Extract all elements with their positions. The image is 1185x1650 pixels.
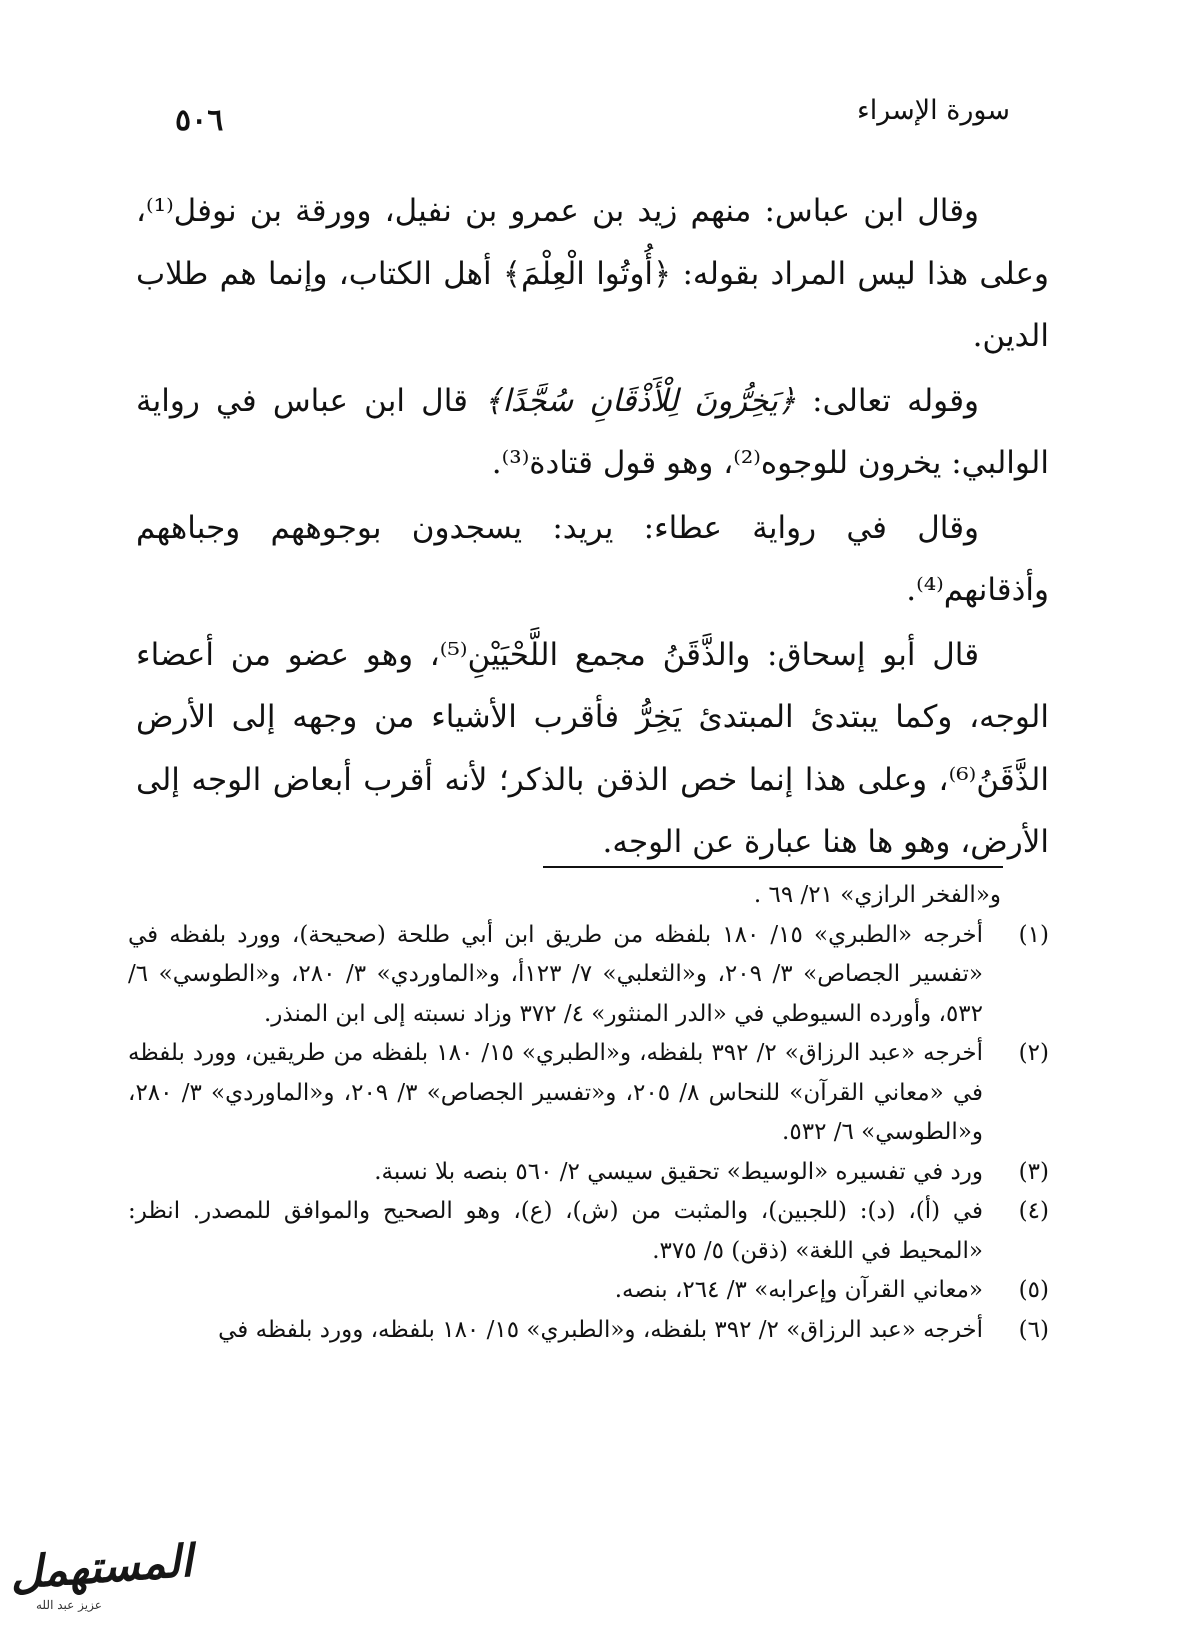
footnote-1 [128,916,1049,1035]
footnote-text: «معاني القرآن وإعرابه» ٣/ ٢٦٤، بنصه. [614,1277,983,1303]
watermark-calligraphy: المستهمل [8,1535,195,1600]
paragraph-1: وقال ابن عباس: منهم زيد بن عمرو بن نفيل، وورقة بن نوفل⁽¹⁾، وعلى هذا ليس المراد بقوله: ﴿أُوتُوا الْعِلْمَ﴾ أهل الكتاب، وإنما هم طلاب الدين. [136,193,1049,354]
surah-title: سورة الإسراء [857,95,1010,126]
footnote-text: في (أ)، (د): (للجبين)، والمثبت من (ش)، (ع)، وهو الصحيح والموافق للمصدر. انظر: «المحيط في اللغة» (ذقن) ٥/ ٣٧٥. [128,1198,983,1264]
footnotes [128,876,1049,1350]
footnote-number: (٢) [1018,1040,1049,1066]
footnote-text: أخرجه «الطبري» ١٥/ ١٨٠ بلفظه من طريق ابن أبي طلحة (صحيحة)، وورد بلفظه في «تفسير الجصاص» ٣/ ٢٠٩، و«الثعلبي» ٧/ ١٢٣أ، و«الماوردي» ٣/ ٢٨٠، و«الطوسي» ٦/ ٥٣٢، وأورده السيوطي في «الدر المنثور» ٤/ ٣٧٢ وزاد نسبته إلى ابن المنذر. [128,921,984,1027]
paragraph-2 [136,370,1049,495]
footnote-3 [128,1153,1049,1193]
watermark-subtitle: عزيز عبد الله [36,1598,102,1612]
quran-verse: ﴿يَخِرُّونَ لِلْأَذْقَانِ سُجَّدًا﴾ [484,382,796,419]
footnote-2 [128,1034,1049,1153]
footnote-continuation: و«الفخر الرازي» ٢١/ ٦٩ . [753,882,1001,908]
footnote-4 [128,1192,1049,1271]
main-text [136,180,1049,876]
footnote-number: (٦) [1018,1316,1049,1343]
page-number: ٥٠٦ [175,103,224,138]
paragraph-3: وقال في رواية عطاء: يريد: يسجدون بوجوههم وجباههم وأذقانهم⁽⁴⁾. [136,509,1049,608]
paragraph-2-rest: قال ابن عباس في رواية الوالبي: يخرون للوجوه⁽²⁾، وهو قول قتادة⁽³⁾. [136,382,1049,481]
footnote-text: أخرجه «عبد الرزاق» ٢/ ٣٩٢ بلفظه، و«الطبري» ١٥/ ١٨٠ بلفظه من طريقين، وورد بلفظه في «معاني القرآن» للنحاس ٨/ ٢٠٥، و«تفسير الجصاص» ٣/ ٢٠٩، و«الماوردي» ٣/ ٢٨٠، و«الطوسي» ٦/ ٥٣٢. [128,1040,984,1145]
footnote-number: (٥) [1018,1277,1049,1303]
footnote-number: (٣) [1018,1158,1049,1185]
footnote-divider [543,866,1003,868]
paragraph-2-intro: وقوله تعالى: [795,382,979,419]
footnote-6 [128,1311,1049,1351]
page-header [175,95,1010,145]
paragraph-4: قال أبو إسحاق: والذَّقَنُ مجمع اللَّحْيَيْنِ⁽⁵⁾، وهو عضو من أعضاء الوجه، وكما يبتدئ المبتدئ يَخِرُّ فأقرب الأشياء من وجهه إلى الأرض الذَّقَنُ⁽⁶⁾، وعلى هذا إنما خص الذقن بالذكر؛ لأنه أقرب أبعاض الوجه إلى الأرض، وهو ها هنا عبارة عن الوجه. [136,636,1049,860]
footnote-number: (١) [1018,921,1049,948]
footnote-text: ورد في تفسيره «الوسيط» تحقيق سيسي ٢/ ٥٦٠ بنصه بلا نسبة. [374,1158,983,1185]
footnote-text: أخرجه «عبد الرزاق» ٢/ ٣٩٢ بلفظه، و«الطبري» ١٥/ ١٨٠ بلفظه، وورد بلفظه في [218,1316,983,1343]
watermark-logo [8,1535,195,1628]
footnote-number: (٤) [1018,1198,1049,1224]
footnote-5 [128,1271,1049,1311]
